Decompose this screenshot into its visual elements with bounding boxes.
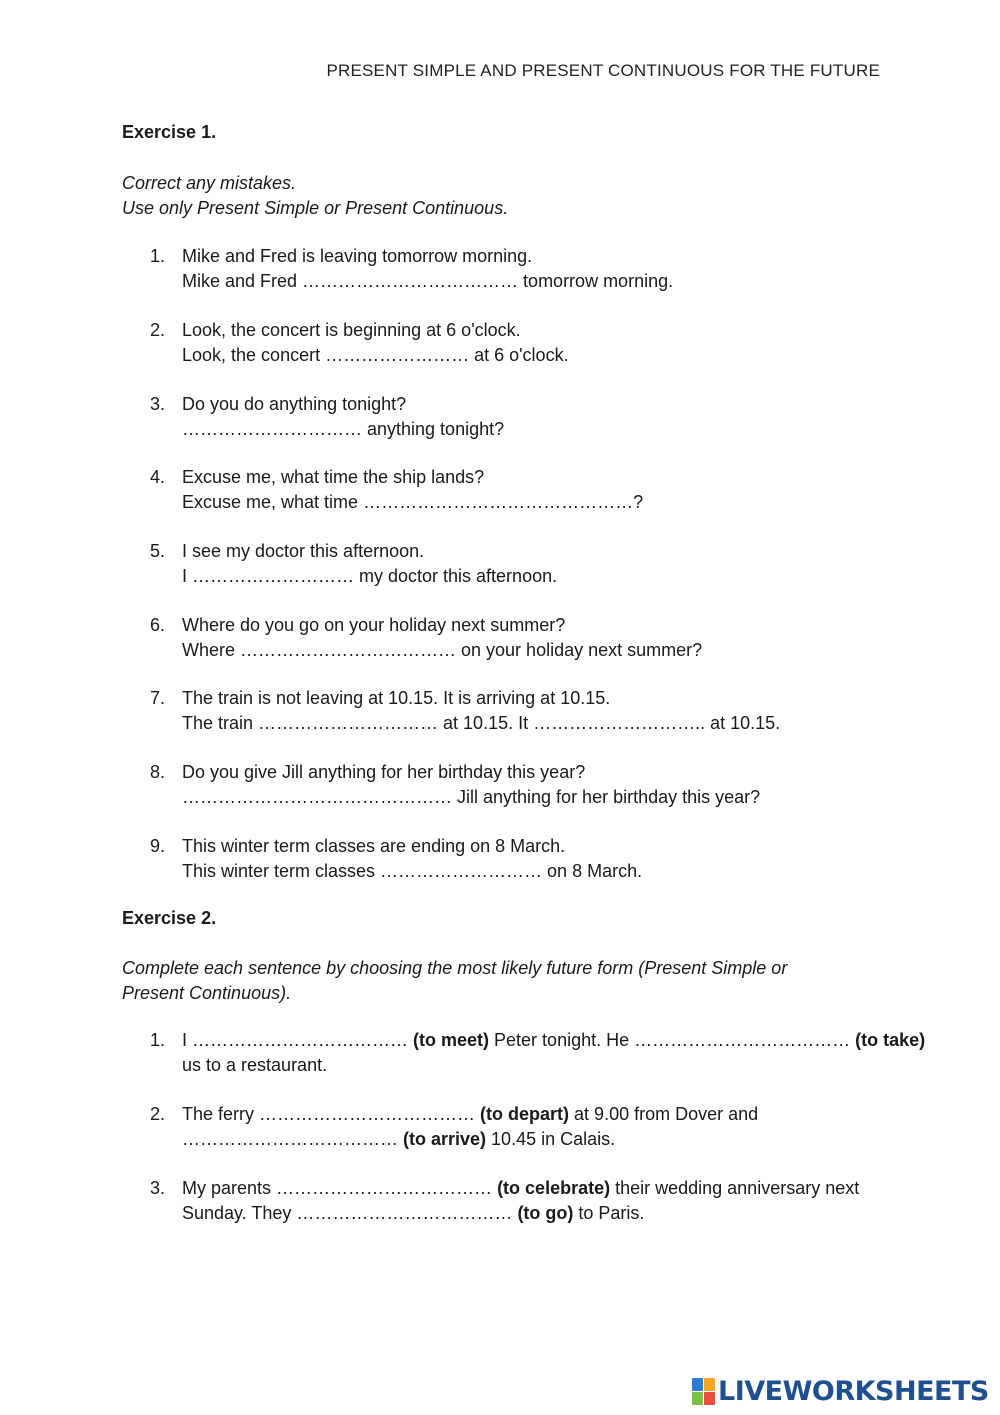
item-sentence: I see my doctor this afternoon. [182, 541, 425, 561]
item-number: 8. [150, 762, 166, 782]
item-answer-line[interactable]: ……………………………………… Jill anything for her birthday this year? [182, 786, 761, 807]
item-line [182, 1127, 880, 1152]
instruction-line: Correct any mistakes. [122, 173, 297, 193]
instruction-line: Complete each sentence by choosing the most likely future form (Present Simple or [122, 958, 788, 978]
item-text: to Paris. [573, 1202, 645, 1223]
exercise-2-item [150, 1176, 880, 1225]
logo-icon-tile [692, 1392, 703, 1405]
item-sentence: This winter term classes are ending on 8 March. [182, 836, 566, 856]
item-sentence: Look, the concert is beginning at 6 o'clock. [182, 320, 521, 340]
item-text[interactable]: Peter tonight. He ……………………………… [489, 1030, 851, 1050]
item-sentence: The train is not leaving at 10.15. It is arriving at 10.15. [182, 688, 611, 708]
exercise-2-item [150, 1028, 926, 1077]
liveworksheets-logo[interactable] [692, 1376, 989, 1406]
logo-icon [692, 1378, 715, 1405]
exercise-1-item [150, 539, 880, 588]
item-number: 1. [150, 246, 166, 266]
logo-icon-tile [704, 1378, 715, 1391]
exercise-1-item [150, 613, 880, 662]
item-answer-line[interactable]: The train ………………………… at 10.15. It ……………………….. at 10.15. [182, 712, 781, 733]
item-number: 3. [150, 394, 166, 414]
instruction-line: Present Continuous). [122, 983, 292, 1003]
item-sentence: Where do you go on your holiday next summer? [182, 615, 566, 635]
item-text: 10.45 in Calais. [486, 1128, 616, 1149]
answer-blank[interactable]: The ferry ……………………………… [182, 1104, 476, 1124]
item-line [182, 1102, 880, 1127]
exercise-1-item [150, 686, 880, 735]
item-number: 5. [150, 541, 166, 561]
item-sentence: Do you do anything tonight? [182, 394, 407, 414]
item-answer-line[interactable]: ………………………… anything tonight? [182, 418, 505, 439]
item-answer-line[interactable]: Look, the concert …………………… at 6 o'clock. [182, 344, 569, 365]
page-header: PRESENT SIMPLE AND PRESENT CONTINUOUS FOR THE FUTURE [326, 61, 880, 80]
verb-hint: (to celebrate) [497, 1178, 611, 1198]
logo-icon-tile [704, 1392, 715, 1405]
item-sentence: Mike and Fred is leaving tomorrow morning. [182, 246, 533, 266]
item-number: 7. [150, 688, 166, 708]
exercise-1-item [150, 318, 880, 367]
exercise-2-instructions [122, 956, 882, 1006]
item-line [182, 1201, 880, 1226]
item-number: 6. [150, 615, 166, 635]
answer-blank[interactable]: ……………………………… [182, 1128, 404, 1149]
exercise-1-title: Exercise 1. [122, 122, 217, 142]
exercise-1-item [150, 244, 880, 293]
verb-hint: (to meet) [413, 1030, 490, 1050]
exercise-2-item [150, 1102, 880, 1151]
verb-hint: (to arrive) [403, 1128, 487, 1149]
item-number: 2. [150, 1104, 166, 1124]
exercise-2-title: Exercise 2. [122, 908, 217, 928]
logo-icon-tile [692, 1378, 703, 1391]
item-answer-line[interactable]: This winter term classes ……………………… on 8 March. [182, 860, 643, 881]
item-line [182, 1053, 880, 1078]
logo-text: LIVEWORKSHEETS [718, 1375, 989, 1407]
item-sentence: Do you give Jill anything for her birthday this year? [182, 762, 586, 782]
item-number: 9. [150, 836, 166, 856]
item-number: 1. [150, 1030, 166, 1050]
verb-hint: (to go) [517, 1202, 574, 1223]
item-answer-line[interactable]: I ……………………… my doctor this afternoon. [182, 565, 558, 586]
item-text: their wedding anniversary next [610, 1178, 860, 1198]
answer-blank[interactable]: Sunday. They ……………………………… [182, 1202, 513, 1223]
item-answer-line[interactable]: Excuse me, what time ………………………………………? [182, 491, 644, 512]
verb-hint: (to take) [855, 1030, 926, 1050]
exercise-1-instructions [122, 171, 882, 221]
verb-hint: (to depart) [480, 1104, 570, 1124]
item-number: 2. [150, 320, 166, 340]
item-text: at 9.00 from Dover and [569, 1104, 759, 1124]
answer-blank[interactable]: I ……………………………… [182, 1030, 409, 1050]
item-text: us to a restaurant. [182, 1054, 328, 1075]
exercise-1-item [150, 465, 880, 514]
item-line [182, 1028, 926, 1053]
item-line [182, 1176, 880, 1201]
item-number: 3. [150, 1178, 166, 1198]
item-sentence: Excuse me, what time the ship lands? [182, 467, 485, 487]
instruction-line: Use only Present Simple or Present Continuous. [122, 198, 509, 218]
answer-blank[interactable]: My parents ……………………………… [182, 1178, 493, 1198]
item-answer-line[interactable]: Where ……………………………… on your holiday next summer? [182, 639, 703, 660]
exercise-1-item [150, 760, 880, 809]
item-number: 4. [150, 467, 166, 487]
exercise-1-item [150, 392, 880, 441]
exercise-1-item [150, 834, 880, 883]
item-answer-line[interactable]: Mike and Fred ……………………………… tomorrow morning. [182, 270, 674, 291]
